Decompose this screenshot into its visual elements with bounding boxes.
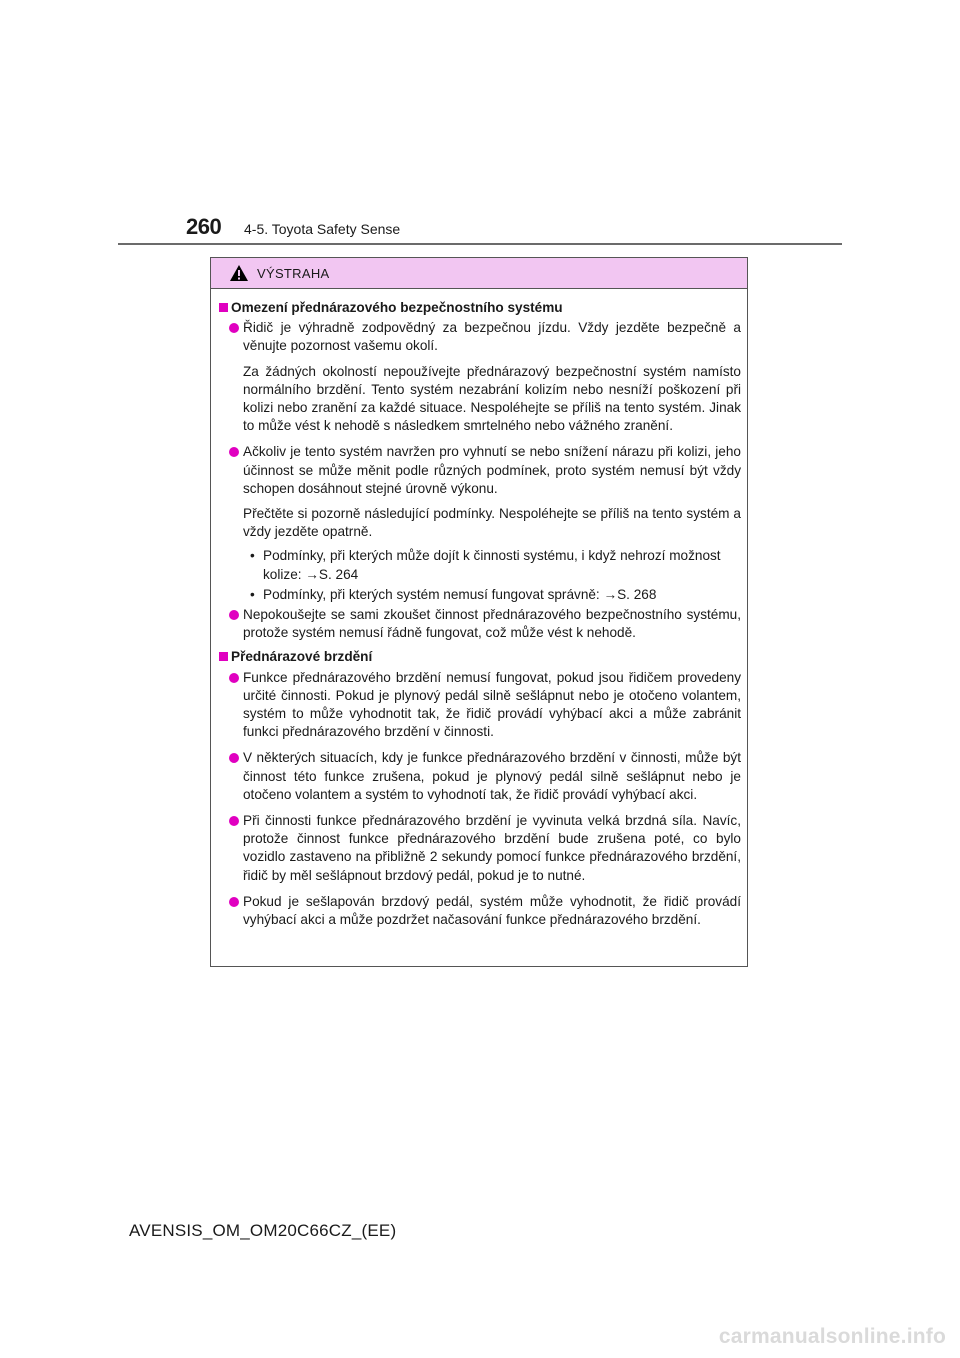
round-bullet-icon xyxy=(229,897,239,907)
round-bullet-icon xyxy=(229,753,239,763)
round-bullet-icon xyxy=(229,673,239,683)
list-item xyxy=(219,669,741,742)
sub-list-item xyxy=(219,586,741,604)
warning-header xyxy=(211,258,747,289)
list-item-text: Nepokoušejte se sami zkoušet činnost přednárazového bezpečnostního systému, protože systém nemusí řádně fungovat, což může vést k nehodě. xyxy=(243,607,741,641)
list-item xyxy=(219,606,741,642)
list-item xyxy=(219,443,741,498)
sub-list-item-text: Podmínky, při kterých může dojít k činnosti systému, i když nehrozí možnost kolize: →S. 264 xyxy=(263,548,721,582)
list-item-text: Při činnosti funkce přednárazového brzdění je vyvinuta velká brzdná síla. Navíc, protože činnost funkce přednárazového brzdění bude zrušena poté, co bylo vozidlo zastaveno na přibližně 2 sekundy pomocí funkce přednárazového brzdění, řidič by měl sešlápnout brzdový pedál, pokud je to nutné. xyxy=(243,813,741,883)
header-divider xyxy=(118,243,842,245)
list-item xyxy=(219,893,741,929)
list-item-text: Ačkoliv je tento systém navržen pro vyhnutí se nebo snížení nárazu při kolizi, jeho účinnost se může měnit podle různých podmínek, proto systém nemusí být vždy schopen dosáhnout stejné úrovně výkonu. xyxy=(243,444,741,496)
list-item xyxy=(219,319,741,355)
page-header xyxy=(0,0,960,250)
section-heading xyxy=(219,648,741,666)
round-bullet-icon xyxy=(229,816,239,826)
paragraph: Za žádných okolností nepoužívejte přednárazový bezpečnostní systém namísto normálního brzdění. Tento systém nezabrání kolizím nebo nesníží poškození při kolizi nebo zranění za každé situace. Nespoléhejte se příliš na tento systém. Jinak to může vést k nehodě s následkem smrtelného nebo vážného zranění. xyxy=(243,363,741,434)
list-item-text: Funkce přednárazového brzdění nemusí fungovat, pokud jsou řidičem provedeny určité činnosti. Pokud je plynový pedál silně sešlápnut nebo je otočeno volantem, systém to může vyhodnotit tak, že řidič provádí vyhýbací akci a může zabránit funkci přednárazového brzdění v činnosti. xyxy=(243,669,741,740)
document-code: AVENSIS_OM_OM20C66CZ_(EE) xyxy=(129,1221,397,1240)
warning-body xyxy=(211,289,747,929)
section-heading-text: Omezení přednárazového bezpečnostního systému xyxy=(231,300,563,315)
warning-box xyxy=(210,257,748,967)
sub-list-item-text: Podmínky, při kterých systém nemusí fungovat správně: →S. 268 xyxy=(263,586,657,602)
paragraph: Přečtěte si pozorně následující podmínky. Nespoléhejte se příliš na tento systém a vždy jezděte opatrně. xyxy=(243,506,741,540)
list-item-text: Pokud je sešlapován brzdový pedál, systém může vyhodnotit, že řidič provádí vyhýbací akci a může pozdržet načasování funkce přednárazového brzdění. xyxy=(243,893,741,928)
round-bullet-icon xyxy=(229,610,239,620)
warning-title: VÝSTRAHA xyxy=(257,265,330,281)
list-item-text: V některých situacích, kdy je funkce přednárazového brzdění v činnosti, může být činnost této funkce zrušena, pokud je plynový pedál silně sešlápnut nebo je otočeno volantem a systém to vyhodnotí tak, že řidič provádí vyhýbací akci. xyxy=(243,750,741,802)
small-bullet-icon: • xyxy=(250,548,255,564)
list-item xyxy=(219,749,741,804)
page-number: 260 xyxy=(186,214,222,239)
round-bullet-icon xyxy=(229,447,239,457)
round-bullet-icon xyxy=(229,323,239,333)
list-item-text: Řidič je výhradně zodpovědný za bezpečnou jízdu. Vždy jezděte bezpečně a věnujte pozornost vašemu okolí. xyxy=(243,320,741,354)
section-heading-text: Přednárazové brzdění xyxy=(231,649,373,665)
section-title: 4-5. Toyota Safety Sense xyxy=(244,221,401,237)
section-heading xyxy=(219,299,741,317)
warning-triangle-icon xyxy=(229,264,249,282)
sub-list-item xyxy=(219,547,741,583)
square-bullet-icon xyxy=(219,303,228,312)
watermark: carmanualsonline.info xyxy=(718,1325,946,1348)
list-item xyxy=(219,812,741,885)
square-bullet-icon xyxy=(219,652,228,661)
small-bullet-icon: • xyxy=(250,586,255,602)
